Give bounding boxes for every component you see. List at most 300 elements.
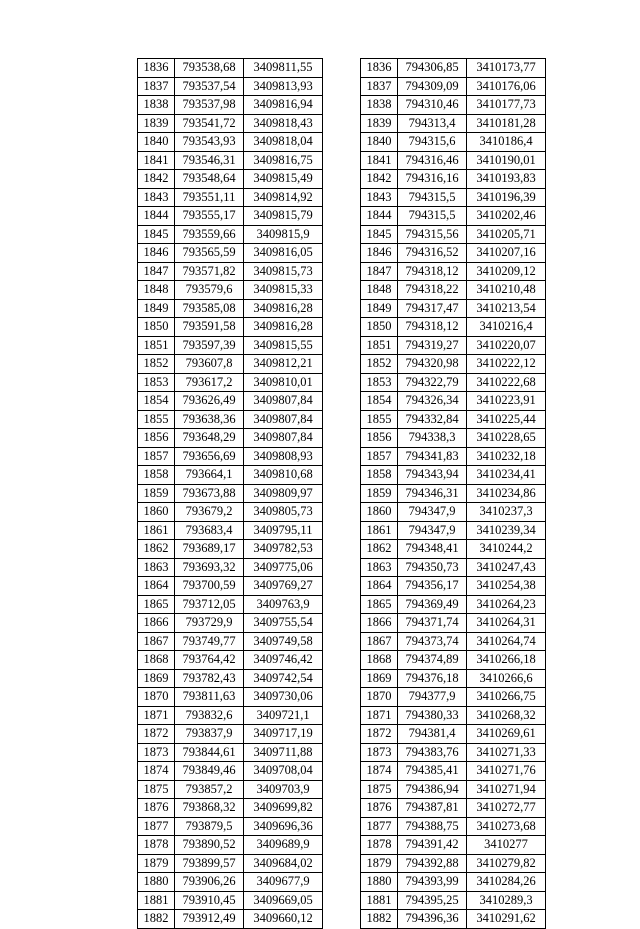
y-coordinate-cell: 3409815,9 [244, 225, 323, 244]
x-coordinate-cell: 793541,72 [175, 114, 244, 133]
table-row [361, 780, 546, 799]
table-row [138, 817, 323, 836]
point-number-cell: 1864 [361, 577, 398, 596]
x-coordinate-cell: 794395,25 [398, 891, 467, 910]
x-coordinate-cell: 794315,5 [398, 207, 467, 226]
point-number-cell: 1863 [361, 558, 398, 577]
y-coordinate-cell: 3409721,1 [244, 706, 323, 725]
x-coordinate-cell: 794392,88 [398, 854, 467, 873]
point-number-cell: 1880 [138, 873, 175, 892]
x-coordinate-cell: 794318,12 [398, 318, 467, 337]
y-coordinate-cell: 3409816,28 [244, 318, 323, 337]
x-coordinate-cell: 794317,47 [398, 299, 467, 318]
x-coordinate-cell: 794373,74 [398, 632, 467, 651]
y-coordinate-cell: 3410266,75 [467, 688, 546, 707]
x-coordinate-cell: 793571,82 [175, 262, 244, 281]
point-number-cell: 1856 [361, 429, 398, 448]
y-coordinate-cell: 3410264,31 [467, 614, 546, 633]
table-row [361, 836, 546, 855]
point-number-cell: 1839 [361, 114, 398, 133]
x-coordinate-cell: 794341,83 [398, 447, 467, 466]
x-coordinate-cell: 794385,41 [398, 762, 467, 781]
point-number-cell: 1851 [138, 336, 175, 355]
table-row [138, 669, 323, 688]
x-coordinate-cell: 794313,4 [398, 114, 467, 133]
y-coordinate-cell: 3410234,86 [467, 484, 546, 503]
point-number-cell: 1857 [361, 447, 398, 466]
table-row [138, 780, 323, 799]
y-coordinate-cell: 3409816,05 [244, 244, 323, 263]
table-row [361, 910, 546, 929]
table-row [361, 484, 546, 503]
table-row [138, 355, 323, 374]
point-number-cell: 1856 [138, 429, 175, 448]
table-row [361, 743, 546, 762]
y-coordinate-cell: 3410266,6 [467, 669, 546, 688]
point-number-cell: 1840 [361, 133, 398, 152]
table-row [138, 614, 323, 633]
y-coordinate-cell: 3410209,12 [467, 262, 546, 281]
point-number-cell: 1874 [361, 762, 398, 781]
x-coordinate-cell: 794332,84 [398, 410, 467, 429]
table-row [361, 96, 546, 115]
x-coordinate-cell: 793638,36 [175, 410, 244, 429]
x-coordinate-cell: 793912,49 [175, 910, 244, 929]
y-coordinate-cell: 3410271,76 [467, 762, 546, 781]
y-coordinate-cell: 3409810,01 [244, 373, 323, 392]
point-number-cell: 1841 [361, 151, 398, 170]
x-coordinate-cell: 793626,49 [175, 392, 244, 411]
table-row [361, 373, 546, 392]
point-number-cell: 1839 [138, 114, 175, 133]
table-row [138, 595, 323, 614]
x-coordinate-cell: 793683,4 [175, 521, 244, 540]
table-row [361, 521, 546, 540]
point-number-cell: 1841 [138, 151, 175, 170]
point-number-cell: 1867 [138, 632, 175, 651]
x-coordinate-cell: 794319,27 [398, 336, 467, 355]
table-row [361, 762, 546, 781]
point-number-cell: 1871 [138, 706, 175, 725]
y-coordinate-cell: 3409813,93 [244, 77, 323, 96]
point-number-cell: 1879 [361, 854, 398, 873]
y-coordinate-cell: 3409696,36 [244, 817, 323, 836]
x-coordinate-cell: 794318,22 [398, 281, 467, 300]
x-coordinate-cell: 794347,9 [398, 503, 467, 522]
x-coordinate-cell: 794315,5 [398, 188, 467, 207]
table-row [361, 318, 546, 337]
point-number-cell: 1858 [361, 466, 398, 485]
y-coordinate-cell: 3409711,88 [244, 743, 323, 762]
point-number-cell: 1871 [361, 706, 398, 725]
y-coordinate-cell: 3410222,68 [467, 373, 546, 392]
table-row [361, 392, 546, 411]
y-coordinate-cell: 3409730,06 [244, 688, 323, 707]
y-coordinate-cell: 3409763,9 [244, 595, 323, 614]
table-row [361, 114, 546, 133]
table-row [138, 262, 323, 281]
table-row [361, 188, 546, 207]
x-coordinate-cell: 793764,42 [175, 651, 244, 670]
x-coordinate-cell: 793648,29 [175, 429, 244, 448]
y-coordinate-cell: 3410193,83 [467, 170, 546, 189]
table-row [361, 577, 546, 596]
point-number-cell: 1836 [361, 59, 398, 78]
table-row [361, 540, 546, 559]
table-row [138, 873, 323, 892]
point-number-cell: 1863 [138, 558, 175, 577]
y-coordinate-cell: 3410284,26 [467, 873, 546, 892]
point-number-cell: 1851 [361, 336, 398, 355]
table-row [361, 466, 546, 485]
x-coordinate-cell: 793551,11 [175, 188, 244, 207]
y-coordinate-cell: 3410234,41 [467, 466, 546, 485]
point-number-cell: 1837 [138, 77, 175, 96]
y-coordinate-cell: 3409807,84 [244, 392, 323, 411]
table-row [361, 873, 546, 892]
table-row [138, 799, 323, 818]
point-number-cell: 1880 [361, 873, 398, 892]
y-coordinate-cell: 3409807,84 [244, 429, 323, 448]
x-coordinate-cell: 793543,93 [175, 133, 244, 152]
x-coordinate-cell: 794316,16 [398, 170, 467, 189]
y-coordinate-cell: 3409815,79 [244, 207, 323, 226]
x-coordinate-cell: 793899,57 [175, 854, 244, 873]
x-coordinate-cell: 794320,98 [398, 355, 467, 374]
point-number-cell: 1855 [138, 410, 175, 429]
x-coordinate-cell: 794322,79 [398, 373, 467, 392]
x-coordinate-cell: 793844,61 [175, 743, 244, 762]
y-coordinate-cell: 3410244,2 [467, 540, 546, 559]
y-coordinate-cell: 3410196,39 [467, 188, 546, 207]
point-number-cell: 1860 [361, 503, 398, 522]
table-row [138, 558, 323, 577]
point-number-cell: 1854 [361, 392, 398, 411]
point-number-cell: 1848 [138, 281, 175, 300]
table-row [361, 817, 546, 836]
table-row [138, 725, 323, 744]
table-row [138, 484, 323, 503]
coordinates-table-left [137, 58, 323, 929]
x-coordinate-cell: 793656,69 [175, 447, 244, 466]
y-coordinate-cell: 3409810,68 [244, 466, 323, 485]
y-coordinate-cell: 3409660,12 [244, 910, 323, 929]
y-coordinate-cell: 3409699,82 [244, 799, 323, 818]
point-number-cell: 1840 [138, 133, 175, 152]
y-coordinate-cell: 3409769,27 [244, 577, 323, 596]
point-number-cell: 1843 [361, 188, 398, 207]
y-coordinate-cell: 3410264,23 [467, 595, 546, 614]
table-row [138, 299, 323, 318]
table-row [138, 651, 323, 670]
point-number-cell: 1842 [361, 170, 398, 189]
y-coordinate-cell: 3410266,18 [467, 651, 546, 670]
point-number-cell: 1870 [138, 688, 175, 707]
x-coordinate-cell: 793617,2 [175, 373, 244, 392]
point-number-cell: 1857 [138, 447, 175, 466]
y-coordinate-cell: 3409812,21 [244, 355, 323, 374]
x-coordinate-cell: 794374,89 [398, 651, 467, 670]
x-coordinate-cell: 794396,36 [398, 910, 467, 929]
table-row [361, 59, 546, 78]
y-coordinate-cell: 3410213,54 [467, 299, 546, 318]
point-number-cell: 1849 [361, 299, 398, 318]
table-row [138, 133, 323, 152]
point-number-cell: 1862 [138, 540, 175, 559]
table-row [138, 410, 323, 429]
point-number-cell: 1875 [361, 780, 398, 799]
point-number-cell: 1865 [361, 595, 398, 614]
y-coordinate-cell: 3409814,92 [244, 188, 323, 207]
table-row [138, 910, 323, 929]
table-row [361, 706, 546, 725]
y-coordinate-cell: 3410181,28 [467, 114, 546, 133]
point-number-cell: 1837 [361, 77, 398, 96]
y-coordinate-cell: 3409815,33 [244, 281, 323, 300]
y-coordinate-cell: 3410268,32 [467, 706, 546, 725]
point-number-cell: 1868 [361, 651, 398, 670]
point-number-cell: 1846 [138, 244, 175, 263]
point-number-cell: 1877 [138, 817, 175, 836]
table-row [361, 77, 546, 96]
x-coordinate-cell: 793673,88 [175, 484, 244, 503]
table-row [138, 577, 323, 596]
x-coordinate-cell: 793837,9 [175, 725, 244, 744]
table-row [361, 244, 546, 263]
point-number-cell: 1865 [138, 595, 175, 614]
y-coordinate-cell: 3409775,06 [244, 558, 323, 577]
y-coordinate-cell: 3410232,18 [467, 447, 546, 466]
x-coordinate-cell: 794310,46 [398, 96, 467, 115]
table-row [361, 355, 546, 374]
x-coordinate-cell: 793579,6 [175, 281, 244, 300]
x-coordinate-cell: 793546,31 [175, 151, 244, 170]
table-row [138, 59, 323, 78]
table-row [361, 336, 546, 355]
point-number-cell: 1869 [361, 669, 398, 688]
point-number-cell: 1869 [138, 669, 175, 688]
point-number-cell: 1861 [138, 521, 175, 540]
table-row [361, 447, 546, 466]
y-coordinate-cell: 3410271,94 [467, 780, 546, 799]
x-coordinate-cell: 794348,41 [398, 540, 467, 559]
point-number-cell: 1842 [138, 170, 175, 189]
y-coordinate-cell: 3409805,73 [244, 503, 323, 522]
y-coordinate-cell: 3409677,9 [244, 873, 323, 892]
point-number-cell: 1876 [361, 799, 398, 818]
table-row [361, 262, 546, 281]
table-row [138, 373, 323, 392]
point-number-cell: 1845 [138, 225, 175, 244]
y-coordinate-cell: 3409807,84 [244, 410, 323, 429]
y-coordinate-cell: 3409795,11 [244, 521, 323, 540]
x-coordinate-cell: 793857,2 [175, 780, 244, 799]
point-number-cell: 1853 [138, 373, 175, 392]
y-coordinate-cell: 3409815,73 [244, 262, 323, 281]
x-coordinate-cell: 793548,64 [175, 170, 244, 189]
x-coordinate-cell: 794315,56 [398, 225, 467, 244]
x-coordinate-cell: 793689,17 [175, 540, 244, 559]
x-coordinate-cell: 793832,6 [175, 706, 244, 725]
y-coordinate-cell: 3410225,44 [467, 410, 546, 429]
x-coordinate-cell: 794377,9 [398, 688, 467, 707]
table-row [361, 558, 546, 577]
x-coordinate-cell: 794309,09 [398, 77, 467, 96]
point-number-cell: 1877 [361, 817, 398, 836]
point-number-cell: 1843 [138, 188, 175, 207]
x-coordinate-cell: 794369,49 [398, 595, 467, 614]
x-coordinate-cell: 793597,39 [175, 336, 244, 355]
x-coordinate-cell: 794343,94 [398, 466, 467, 485]
point-number-cell: 1866 [138, 614, 175, 633]
table-row [361, 891, 546, 910]
y-coordinate-cell: 3410237,3 [467, 503, 546, 522]
coordinates-table-right [360, 58, 546, 929]
table-row [138, 706, 323, 725]
point-number-cell: 1882 [138, 910, 175, 929]
x-coordinate-cell: 793537,54 [175, 77, 244, 96]
x-coordinate-cell: 793664,1 [175, 466, 244, 485]
table-row [361, 688, 546, 707]
table-row [138, 688, 323, 707]
x-coordinate-cell: 794393,99 [398, 873, 467, 892]
y-coordinate-cell: 3409818,43 [244, 114, 323, 133]
point-number-cell: 1858 [138, 466, 175, 485]
point-number-cell: 1838 [138, 96, 175, 115]
table-row [361, 614, 546, 633]
x-coordinate-cell: 793910,45 [175, 891, 244, 910]
y-coordinate-cell: 3410247,43 [467, 558, 546, 577]
y-coordinate-cell: 3409815,55 [244, 336, 323, 355]
y-coordinate-cell: 3410210,48 [467, 281, 546, 300]
point-number-cell: 1866 [361, 614, 398, 633]
y-coordinate-cell: 3409816,28 [244, 299, 323, 318]
point-number-cell: 1872 [138, 725, 175, 744]
point-number-cell: 1864 [138, 577, 175, 596]
x-coordinate-cell: 794386,94 [398, 780, 467, 799]
point-number-cell: 1852 [138, 355, 175, 374]
point-number-cell: 1881 [138, 891, 175, 910]
x-coordinate-cell: 793555,17 [175, 207, 244, 226]
x-coordinate-cell: 794346,31 [398, 484, 467, 503]
point-number-cell: 1875 [138, 780, 175, 799]
table-row [138, 521, 323, 540]
x-coordinate-cell: 794315,6 [398, 133, 467, 152]
y-coordinate-cell: 3409746,42 [244, 651, 323, 670]
point-number-cell: 1862 [361, 540, 398, 559]
y-coordinate-cell: 3410216,4 [467, 318, 546, 337]
y-coordinate-cell: 3410272,77 [467, 799, 546, 818]
y-coordinate-cell: 3409816,75 [244, 151, 323, 170]
x-coordinate-cell: 794306,85 [398, 59, 467, 78]
table-row [361, 410, 546, 429]
x-coordinate-cell: 793729,9 [175, 614, 244, 633]
point-number-cell: 1853 [361, 373, 398, 392]
point-number-cell: 1855 [361, 410, 398, 429]
point-number-cell: 1860 [138, 503, 175, 522]
table-row [361, 170, 546, 189]
x-coordinate-cell: 794356,17 [398, 577, 467, 596]
y-coordinate-cell: 3410223,91 [467, 392, 546, 411]
table-row [138, 429, 323, 448]
x-coordinate-cell: 794391,42 [398, 836, 467, 855]
x-coordinate-cell: 793879,5 [175, 817, 244, 836]
y-coordinate-cell: 3410239,34 [467, 521, 546, 540]
y-coordinate-cell: 3410254,38 [467, 577, 546, 596]
point-number-cell: 1859 [138, 484, 175, 503]
table-row [138, 336, 323, 355]
table-row [138, 540, 323, 559]
point-number-cell: 1847 [138, 262, 175, 281]
x-coordinate-cell: 794387,81 [398, 799, 467, 818]
point-number-cell: 1873 [361, 743, 398, 762]
table-row [361, 299, 546, 318]
table-row [361, 503, 546, 522]
y-coordinate-cell: 3409808,93 [244, 447, 323, 466]
table-row [361, 207, 546, 226]
table-row [138, 114, 323, 133]
y-coordinate-cell: 3410228,65 [467, 429, 546, 448]
table-row [361, 651, 546, 670]
y-coordinate-cell: 3410176,06 [467, 77, 546, 96]
y-coordinate-cell: 3410220,07 [467, 336, 546, 355]
point-number-cell: 1845 [361, 225, 398, 244]
x-coordinate-cell: 794326,34 [398, 392, 467, 411]
y-coordinate-cell: 3409669,05 [244, 891, 323, 910]
point-number-cell: 1879 [138, 854, 175, 873]
y-coordinate-cell: 3409811,55 [244, 59, 323, 78]
x-coordinate-cell: 793890,52 [175, 836, 244, 855]
y-coordinate-cell: 3410205,71 [467, 225, 546, 244]
x-coordinate-cell: 794350,73 [398, 558, 467, 577]
y-coordinate-cell: 3410289,3 [467, 891, 546, 910]
point-number-cell: 1878 [138, 836, 175, 855]
x-coordinate-cell: 794338,3 [398, 429, 467, 448]
table-row [138, 836, 323, 855]
y-coordinate-cell: 3410186,4 [467, 133, 546, 152]
table-row [361, 854, 546, 873]
y-coordinate-cell: 3410177,73 [467, 96, 546, 115]
y-coordinate-cell: 3409717,19 [244, 725, 323, 744]
x-coordinate-cell: 793591,58 [175, 318, 244, 337]
table-row [138, 77, 323, 96]
x-coordinate-cell: 793607,8 [175, 355, 244, 374]
y-coordinate-cell: 3409815,49 [244, 170, 323, 189]
x-coordinate-cell: 794381,4 [398, 725, 467, 744]
point-number-cell: 1847 [361, 262, 398, 281]
point-number-cell: 1872 [361, 725, 398, 744]
point-number-cell: 1852 [361, 355, 398, 374]
table-row [361, 133, 546, 152]
y-coordinate-cell: 3410269,61 [467, 725, 546, 744]
table-row [138, 225, 323, 244]
table-row [361, 151, 546, 170]
y-coordinate-cell: 3410222,12 [467, 355, 546, 374]
point-number-cell: 1844 [138, 207, 175, 226]
x-coordinate-cell: 793565,59 [175, 244, 244, 263]
y-coordinate-cell: 3410264,74 [467, 632, 546, 651]
point-number-cell: 1873 [138, 743, 175, 762]
point-number-cell: 1859 [361, 484, 398, 503]
y-coordinate-cell: 3409703,9 [244, 780, 323, 799]
point-number-cell: 1844 [361, 207, 398, 226]
y-coordinate-cell: 3409809,97 [244, 484, 323, 503]
x-coordinate-cell: 794371,74 [398, 614, 467, 633]
x-coordinate-cell: 793700,59 [175, 577, 244, 596]
table-row [361, 595, 546, 614]
point-number-cell: 1848 [361, 281, 398, 300]
y-coordinate-cell: 3410173,77 [467, 59, 546, 78]
